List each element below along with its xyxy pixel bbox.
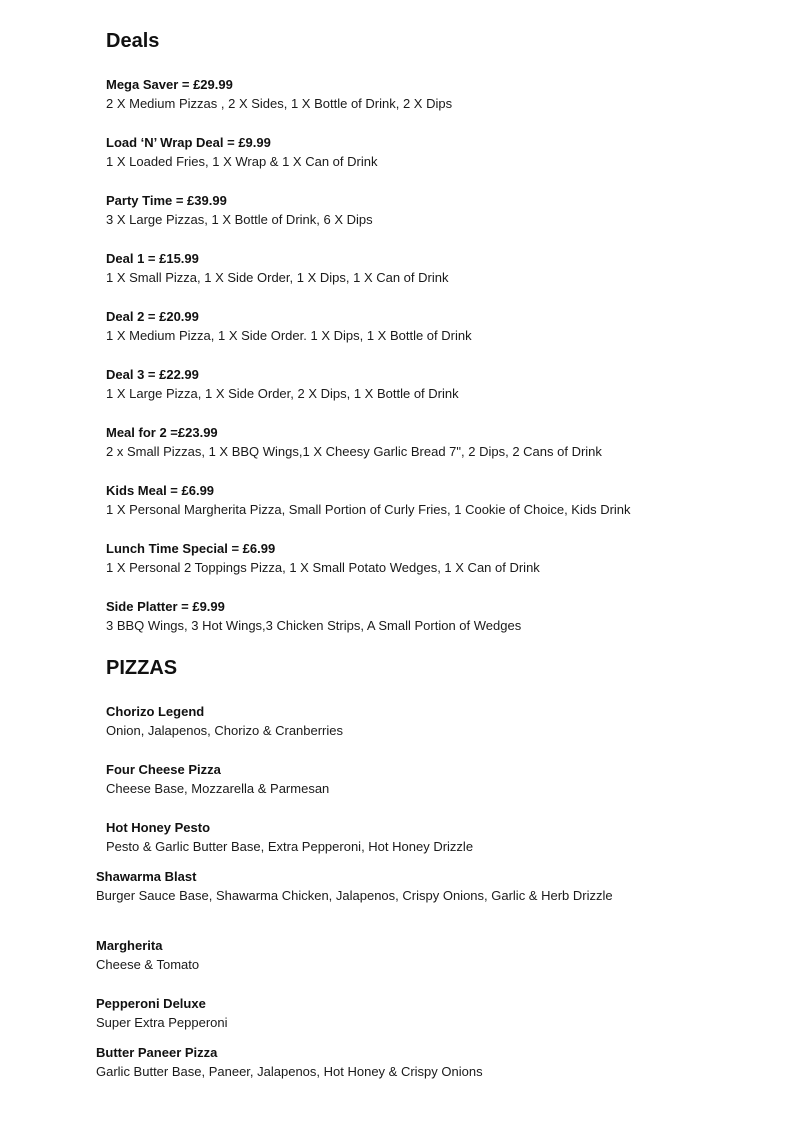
deal-item: [106, 423, 602, 461]
pizza-description: Cheese Base, Mozzarella & Parmesan: [106, 781, 330, 796]
deal-item: [106, 597, 521, 635]
pizza-title: Shawarma Blast: [96, 869, 197, 884]
pizza-title: Margherita: [96, 938, 163, 953]
deal-description: 1 X Personal 2 Toppings Pizza, 1 X Small Potato Wedges, 1 X Can of Drink: [106, 560, 540, 575]
pizza-title: Hot Honey Pesto: [106, 820, 211, 835]
deal-item: [106, 75, 452, 113]
deal-item: [106, 249, 448, 287]
deal-description: 2 x Small Pizzas, 1 X BBQ Wings,1 X Cheesy Garlic Bread 7", 2 Dips, 2 Cans of Drink: [106, 444, 602, 459]
deal-title: Mega Saver = £29.99: [106, 77, 233, 92]
deal-title: Lunch Time Special = £6.99: [106, 541, 276, 556]
pizza-description: Garlic Butter Base, Paneer, Jalapenos, Hot Honey & Crispy Onions: [96, 1064, 483, 1079]
pizza-item: [96, 1043, 483, 1081]
deal-title: Deal 2 = £20.99: [106, 309, 199, 324]
deal-description: 1 X Personal Margherita Pizza, Small Portion of Curly Fries, 1 Cookie of Choice, Kids Drink: [106, 502, 631, 517]
deal-description: 3 X Large Pizzas, 1 X Bottle of Drink, 6 X Dips: [106, 212, 373, 227]
pizza-description: Burger Sauce Base, Shawarma Chicken, Jalapenos, Crispy Onions, Garlic & Herb Drizzle: [96, 888, 613, 903]
deal-title: Load ‘N’ Wrap Deal = £9.99: [106, 135, 271, 150]
deal-item: [106, 133, 377, 171]
pizza-title: Pepperoni Deluxe: [96, 996, 206, 1011]
pizza-title: Four Cheese Pizza: [106, 762, 221, 777]
pizza-description: Cheese & Tomato: [96, 957, 200, 972]
pizza-item: [106, 702, 343, 740]
deal-item: [106, 365, 459, 403]
pizza-item: [106, 760, 329, 798]
deals-heading: Deals: [106, 30, 160, 52]
deal-item: [106, 539, 540, 577]
pizza-description: Super Extra Pepperoni: [96, 1015, 228, 1030]
deal-description: 1 X Small Pizza, 1 X Side Order, 1 X Dips, 1 X Can of Drink: [106, 270, 449, 285]
deal-title: Meal for 2 =£23.99: [106, 425, 218, 440]
deal-title: Deal 3 = £22.99: [106, 367, 199, 382]
pizzas-heading: PIZZAS: [106, 657, 178, 679]
pizza-item: [96, 994, 228, 1032]
deal-description: 1 X Medium Pizza, 1 X Side Order. 1 X Dips, 1 X Bottle of Drink: [106, 328, 472, 343]
deal-title: Side Platter = £9.99: [106, 599, 225, 614]
pizza-item: [96, 936, 199, 974]
deal-item: [106, 307, 472, 345]
pizza-title: Chorizo Legend: [106, 704, 205, 719]
deal-description: 2 X Medium Pizzas , 2 X Sides, 1 X Bottle of Drink, 2 X Dips: [106, 96, 453, 111]
deal-description: 1 X Loaded Fries, 1 X Wrap & 1 X Can of Drink: [106, 154, 378, 169]
deal-title: Party Time = £39.99: [106, 193, 227, 208]
pizza-item: [106, 818, 473, 856]
deal-description: 3 BBQ Wings, 3 Hot Wings,3 Chicken Strips, A Small Portion of Wedges: [106, 618, 522, 633]
pizza-description: Pesto & Garlic Butter Base, Extra Pepperoni, Hot Honey Drizzle: [106, 839, 474, 854]
deal-description: 1 X Large Pizza, 1 X Side Order, 2 X Dips, 1 X Bottle of Drink: [106, 386, 459, 401]
deal-title: Kids Meal = £6.99: [106, 483, 215, 498]
pizza-description: Onion, Jalapenos, Chorizo & Cranberries: [106, 723, 344, 738]
pizza-title: Butter Paneer Pizza: [96, 1045, 218, 1060]
deal-item: [106, 191, 373, 229]
deal-title: Deal 1 = £15.99: [106, 251, 199, 266]
deal-item: [106, 481, 631, 519]
pizza-item: [96, 867, 613, 905]
